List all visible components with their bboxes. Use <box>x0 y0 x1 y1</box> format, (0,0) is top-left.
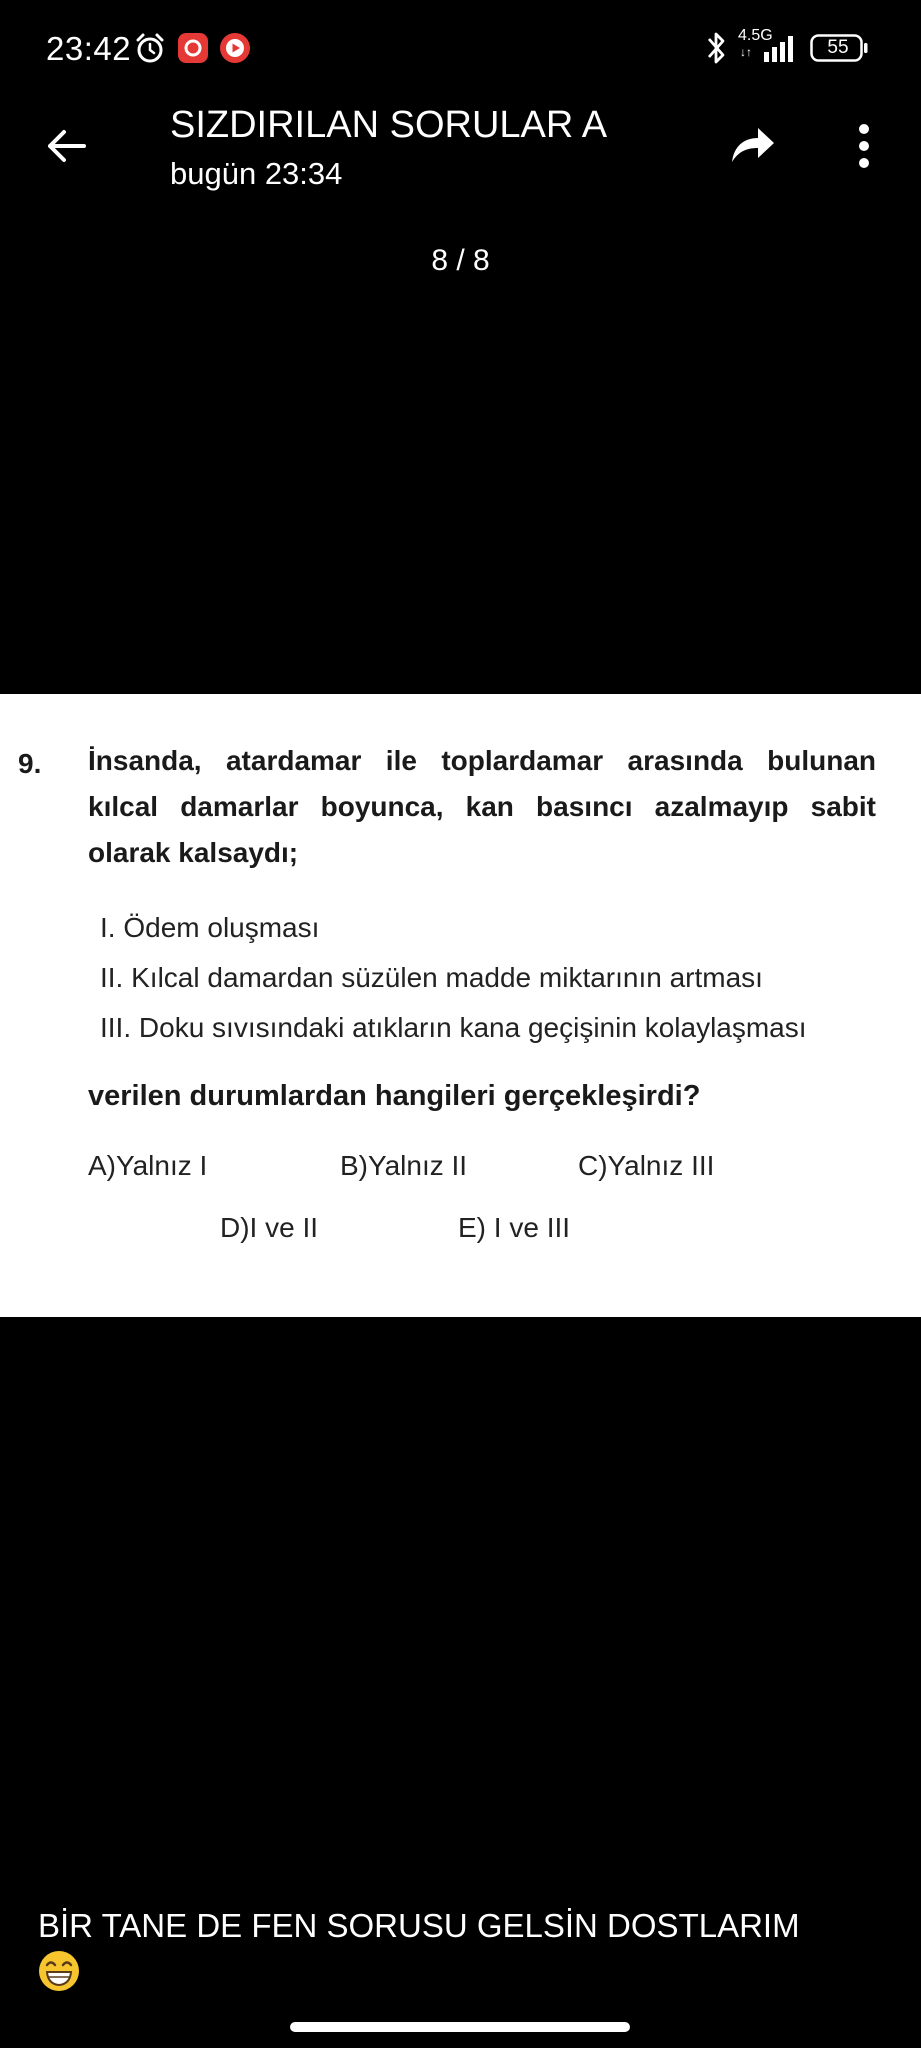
question-stem <box>88 738 876 876</box>
question-stem-line: kılcal damarlar boyunca, kan basıncı azalmayıp sabit <box>88 791 876 822</box>
alarm-icon <box>134 32 166 64</box>
back-arrow-icon[interactable] <box>44 124 88 168</box>
option-c: C)Yalnız III <box>578 1150 715 1181</box>
gesture-home-bar[interactable] <box>290 2022 630 2032</box>
statement-3: III. Doku sıvısındaki atıkların kana geçişinin kolaylaşması <box>100 1012 807 1043</box>
image-caption: BİR TANE DE FEN SORUSU GELSİN DOSTLARIM <box>38 1907 800 1944</box>
chat-title: SIZDIRILAN SORULAR A <box>170 104 608 146</box>
page-counter: 8 / 8 <box>431 244 490 277</box>
youtube-notification-icon <box>220 33 250 63</box>
bluetooth-icon <box>705 30 729 66</box>
statement-1: I. Ödem oluşması <box>100 912 320 943</box>
battery-level: 55 <box>827 37 849 58</box>
message-timestamp: bugün 23:34 <box>170 156 343 191</box>
network-activity-arrows: ↓↑ <box>740 45 752 59</box>
question-prompt: verilen durumlardan hangileri gerçekleşirdi? <box>88 1080 701 1112</box>
option-e: E) I ve III <box>458 1212 571 1243</box>
option-a: A)Yalnız I <box>88 1150 208 1181</box>
more-vert-icon[interactable] <box>852 124 876 168</box>
grinning-face-icon <box>38 1950 80 1992</box>
statement-2: II. Kılcal damardan süzülen madde miktarının artması <box>100 962 763 993</box>
share-icon[interactable] <box>730 124 776 164</box>
shared-image[interactable] <box>0 694 921 1317</box>
question-stem-line: olarak kalsaydı; <box>88 837 299 868</box>
question-stem-line: İnsanda, atardamar ile toplardamar arasında bulunan <box>88 745 876 776</box>
option-b: B)Yalnız II <box>340 1150 468 1181</box>
option-d: D)I ve II <box>220 1212 319 1243</box>
question-number: 9. <box>18 748 42 779</box>
signal-icon <box>764 34 798 62</box>
network-type-label: 4.5G <box>738 27 773 44</box>
notification-app-icon <box>178 33 208 63</box>
status-time: 23:42 <box>46 30 132 67</box>
